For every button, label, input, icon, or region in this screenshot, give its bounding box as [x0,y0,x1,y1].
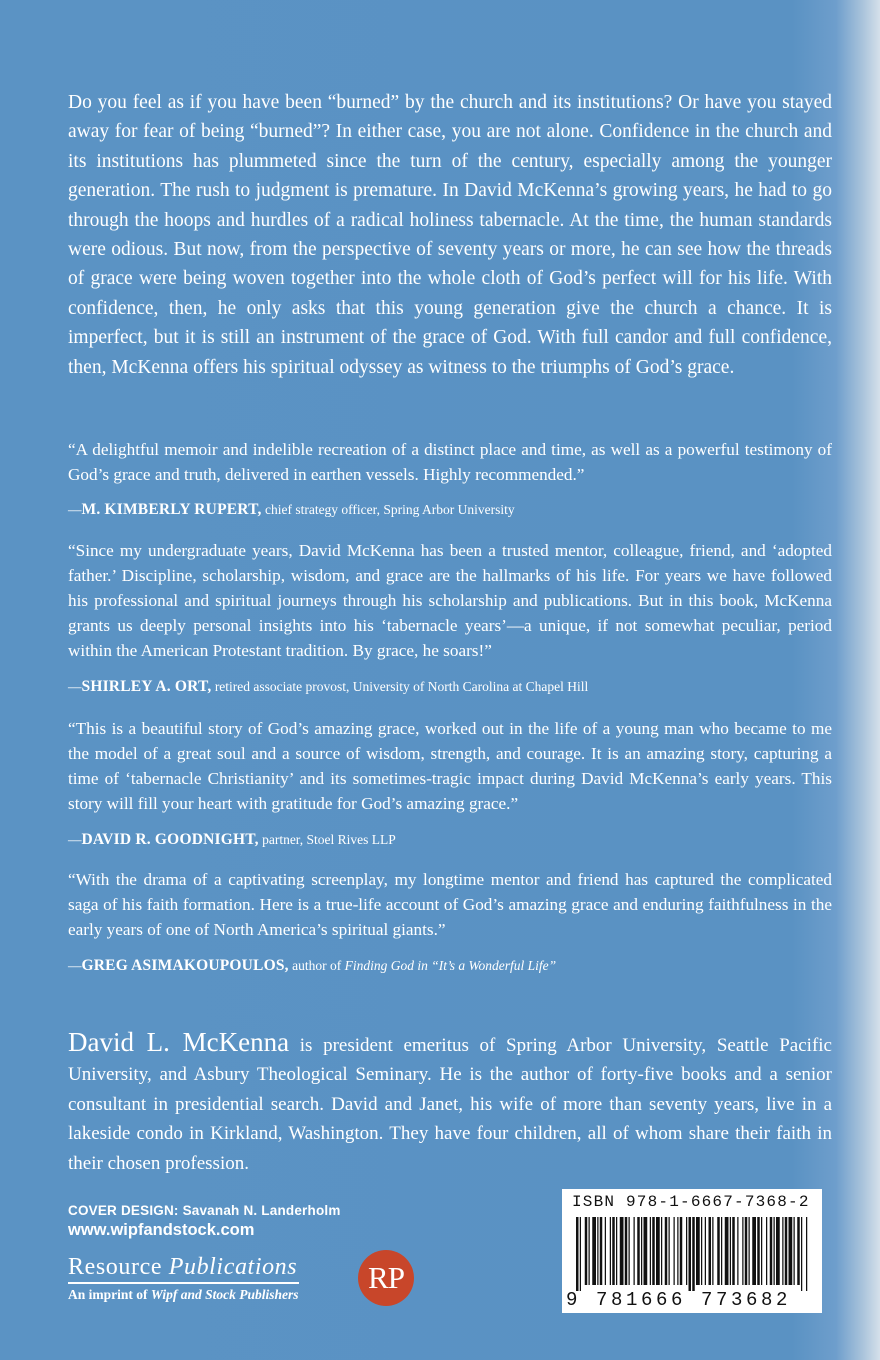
book-blurb: Do you feel as if you have been “burned” by the church and its institutions? Or have you stayed away for fear of being “burned”? In either case, you are not alone. Confidence in the church and its institutions has plummeted since the turn of the century, especially among the younger generation. The rush to judgment is premature. In David McKenna’s growing years, he had to go through the hoops and hurdles of a radical holiness tabernacle. At the time, the human standards were odious. But now, from the perspective of seventy years or more, he can see how the threads of grace were being woven together into the whole cloth of God’s perfect will for his life. With confidence, then, he only asks that this young generation give the church a chance. It is imperfect, but it is still an instrument of the grace of God. With full candor and full confidence, then, McKenna offers his spiritual odyssey as witness to the triumphs of God’s grace. [68,92,832,378]
publisher-imprint: An imprint of Wipf and Stock Publishers [68,1287,299,1302]
endorsement-quote-1: “A delightful memoir and indelible recreation of a distinct place and time, as well as a powerful testimony of God’s grace and truth, delivered in earthen vessels. Highly recommended.” [68,440,832,484]
cover-design-credit: COVER DESIGN: Savanah N. Landerholm [68,1203,341,1218]
author-bio-text: is president emeritus of Spring Arbor University, Seattle Pacific University, and Asbury Theological Seminary. He is the author of forty-five books and a senior consultant in presidential search. David and Janet, his wife of more than seventy years, live in a lakeside condo in Kirkland, Washington. They have four children, all of whom share their faith in their chosen profession. [68,1035,832,1174]
endorsement-attribution-2: —SHIRLEY A. ORT, retired associate provost, University of North Carolina at Chapel Hill [68,678,589,695]
endorsement-quote-4: “With the drama of a captivating screenplay, my longtime mentor and friend has captured the complicated saga of his faith formation. Here is a true-life account of God’s amazing grace and enduring faithfulness in the early years of one of North America’s spiritual giants.” [68,870,832,939]
publisher-name: Resource Publications [68,1254,299,1284]
publisher-block [68,1254,299,1303]
endorsement-quote-3: “This is a beautiful story of God’s amazing grace, worked out in the life of a young man who became to me the model of a great soul and a source of wisdom, strength, and courage. It is an amazing story, capturing a time of ‘tabernacle Christianity’ and its sometimes-tragic impact during David McKenna’s early years. This story will fill your heart with gratitude for God’s amazing grace.” [68,719,832,813]
publisher-logo: RP [358,1250,414,1306]
author-bio [68,1028,832,1178]
isbn-digits: 9 781666 773682 [566,1289,792,1311]
barcode-bars [572,1217,812,1291]
isbn-barcode [562,1189,822,1313]
endorsement-attribution-1: —M. KIMBERLY RUPERT, chief strategy officer, Spring Arbor University [68,501,515,518]
credits [68,1203,341,1240]
endorsement-attribution-3: —DAVID R. GOODNIGHT, partner, Stoel Rives LLP [68,831,396,848]
author-name: David L. McKenna [68,1027,290,1057]
endorsement-quote-2: “Since my undergraduate years, David McKenna has been a trusted mentor, colleague, friend, and ‘adopted father.’ Discipline, scholarship, wisdom, and grace are the hallmarks of his life. For years we have followed his professional and spiritual journeys through his scholarship and publications. But in this book, McKenna grants us deeply personal insights into his ‘tabernacle years’—a unique, if not somewhat peculiar, period within the American Protestant tradition. By grace, he soars!” [68,541,832,660]
endorsement-attribution-4: —GREG ASIMAKOUPOULOS, author of Finding God in “It’s a Wonderful Life” [68,957,557,974]
isbn-label: ISBN 978-1-6667-7368-2 [572,1193,810,1211]
publisher-url: www.wipfandstock.com [68,1221,255,1239]
